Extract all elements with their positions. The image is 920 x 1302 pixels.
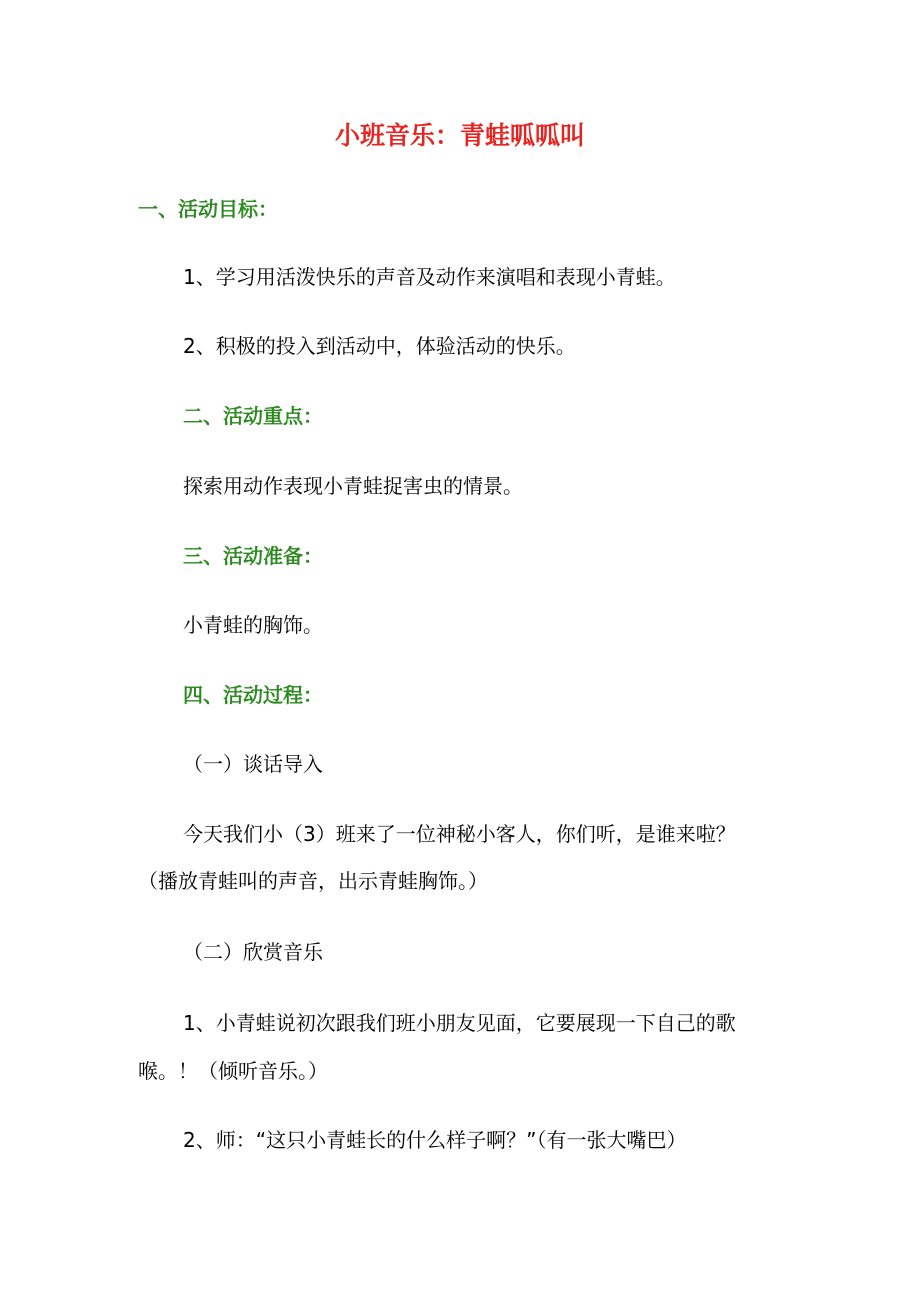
section-heading-preparation: 三、活动准备： xyxy=(183,544,323,568)
subsection-heading-intro: （一）谈话导入 xyxy=(183,752,323,776)
music-item-1-line-1: 1、小青蛙说初次跟我们班小朋友见面，它要展现一下自己的歌 xyxy=(183,1011,736,1035)
subsection-heading-music: （二）欣赏音乐 xyxy=(183,940,323,964)
intro-paragraph-line-1: 今天我们小（3）班来了一位神秘小客人，你们听，是谁来啦？ xyxy=(183,822,736,846)
intro-paragraph-line-2: （播放青蛙叫的声音，出示青蛙胸饰。） xyxy=(138,869,488,893)
goal-item-2: 2、积极的投入到活动中，体验活动的快乐。 xyxy=(183,334,576,358)
music-item-1-line-2: 喉。！（倾听音乐。） xyxy=(138,1059,328,1083)
preparation-text: 小青蛙的胸饰。 xyxy=(183,613,323,637)
section-heading-focus: 二、活动重点： xyxy=(183,404,323,428)
document-title: 小班音乐：青蛙呱呱叫 xyxy=(334,121,585,150)
music-item-2: 2、师：“这只小青蛙长的什么样子啊？”（有一张大嘴巴） xyxy=(183,1128,687,1152)
goal-item-1: 1、学习用活泼快乐的声音及动作来演唱和表现小青蛙。 xyxy=(183,265,676,289)
focus-text: 探索用动作表现小青蛙捉害虫的情景。 xyxy=(183,474,523,498)
section-heading-process: 四、活动过程： xyxy=(183,683,323,707)
section-heading-goals: 一、活动目标： xyxy=(138,197,278,221)
